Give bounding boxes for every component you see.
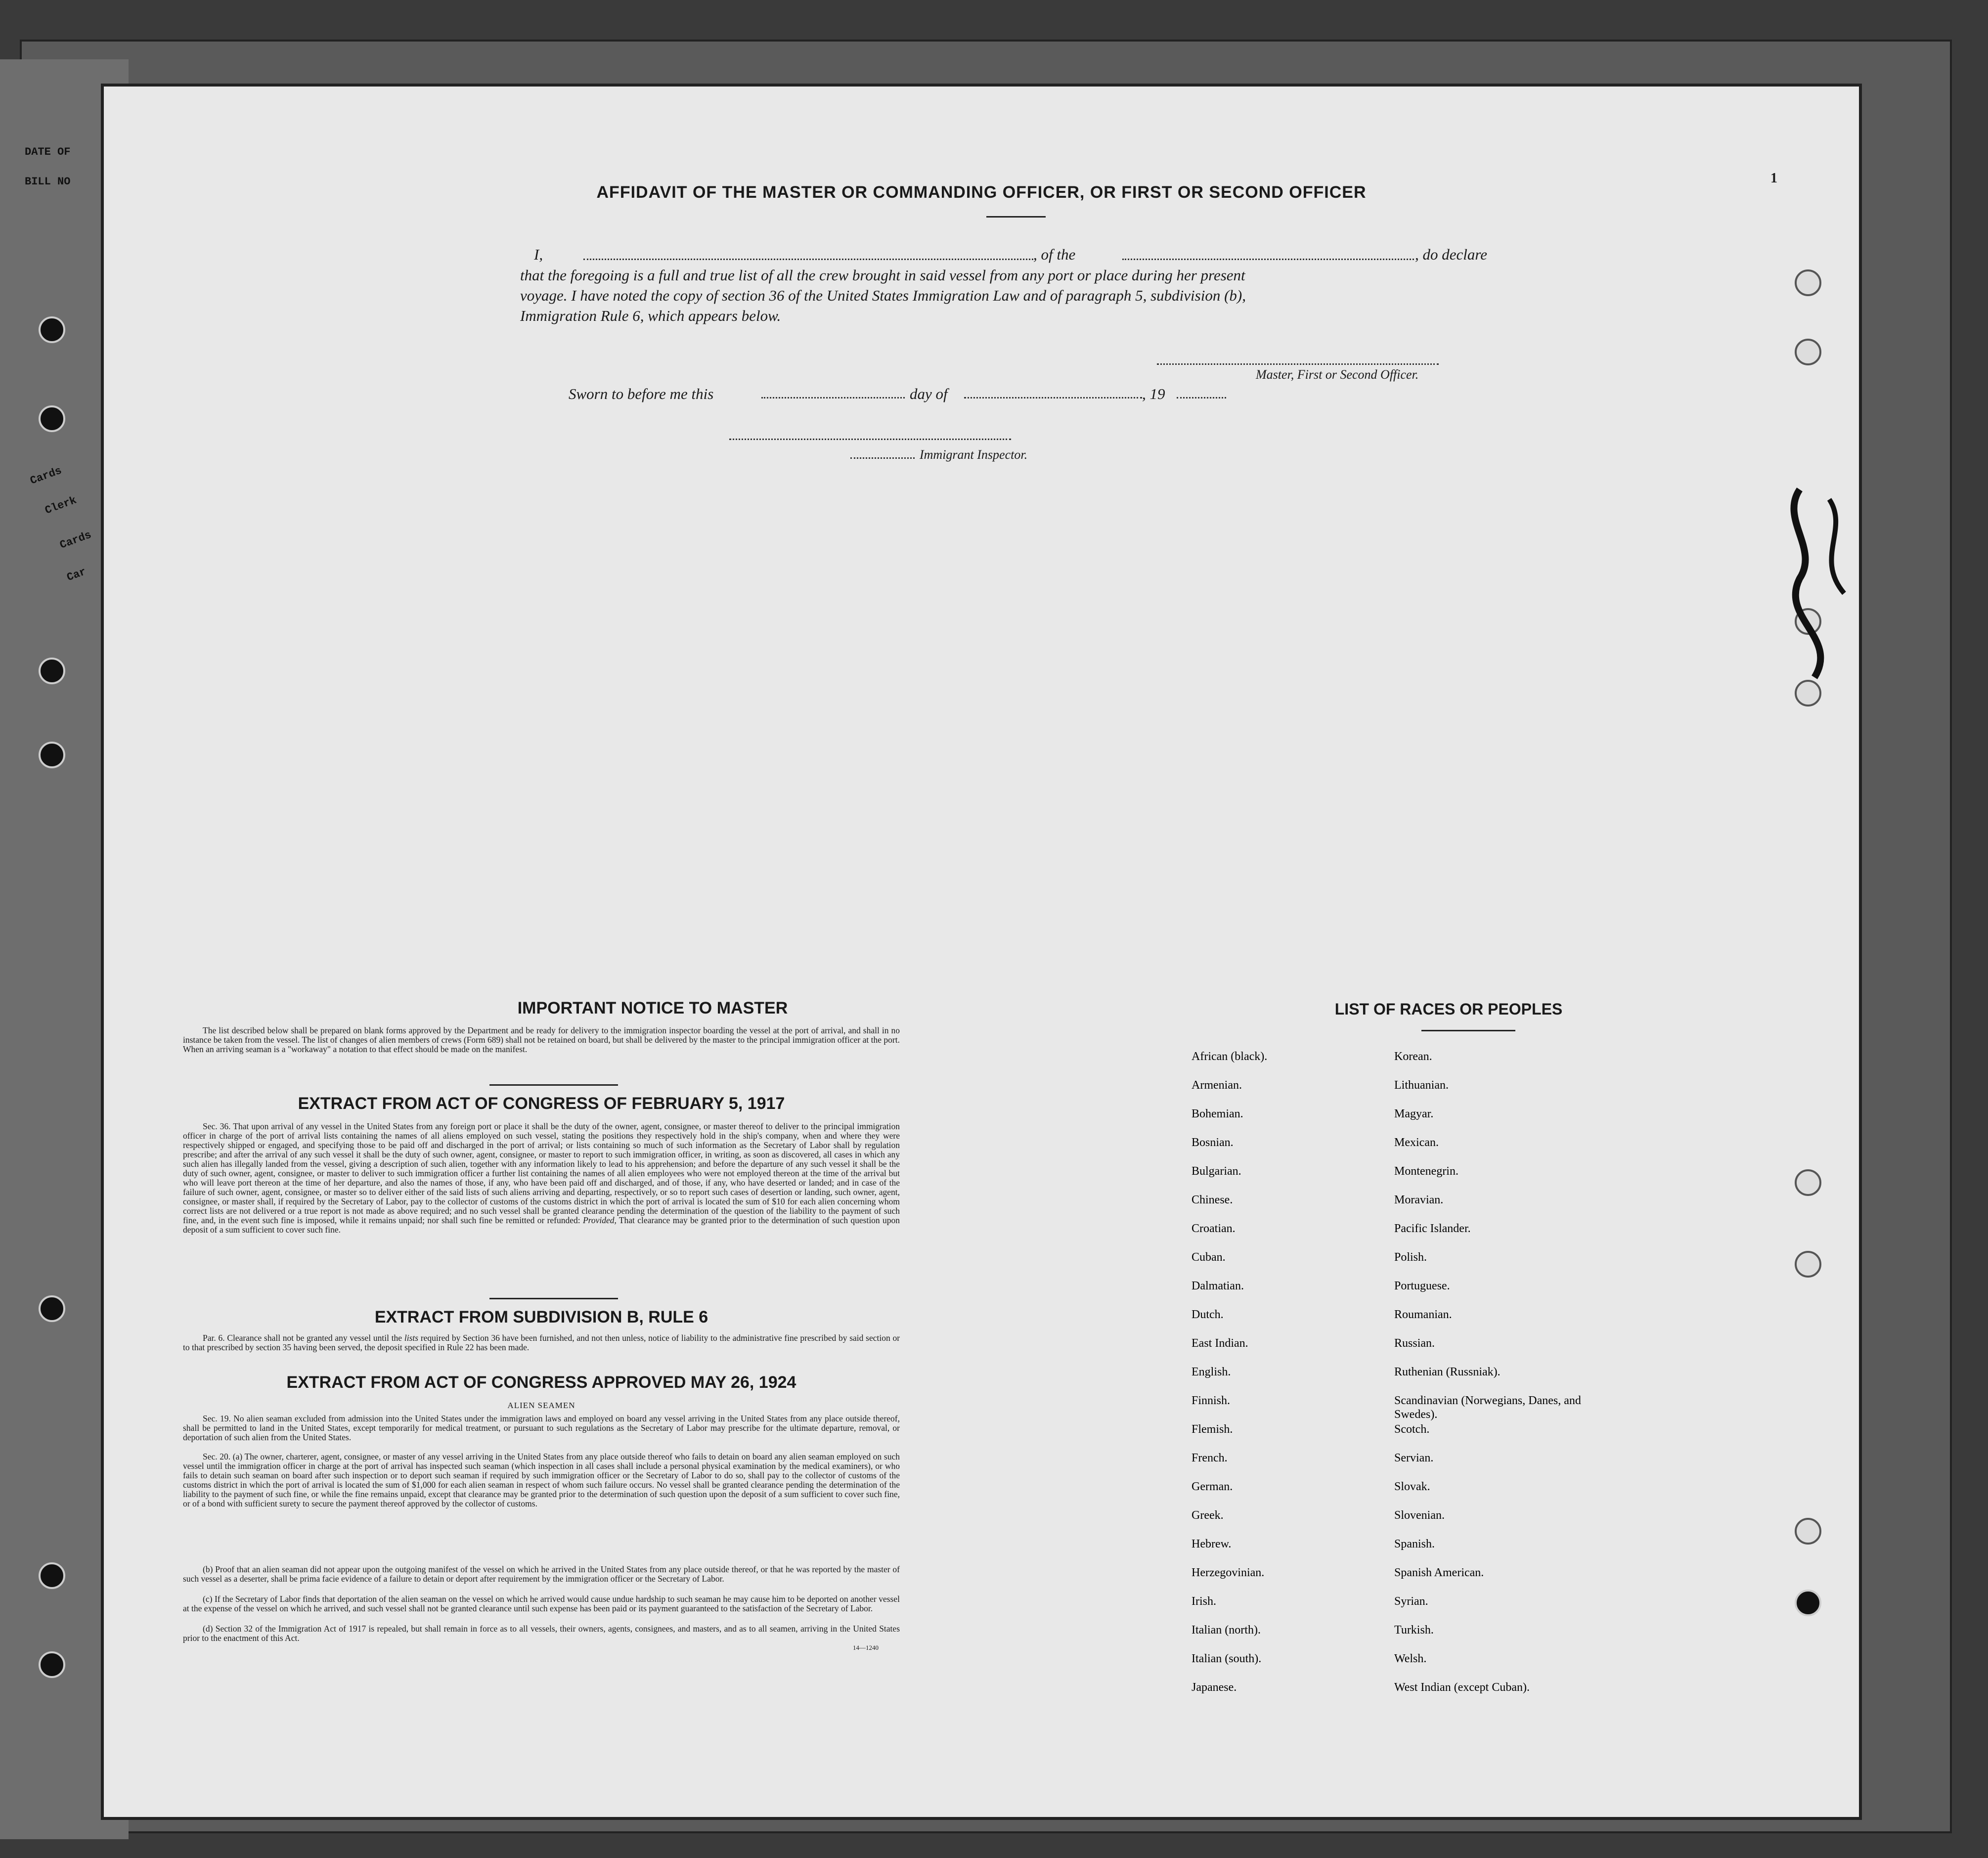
races-rule bbox=[1421, 1030, 1515, 1031]
affidavit-line-2: that the foregoing is a full and true list of all the crew brought in said vessel from any port or place during her present bbox=[520, 266, 1245, 284]
punch-hole bbox=[39, 1295, 65, 1322]
punch-hole bbox=[39, 742, 65, 768]
race-item: African (black). bbox=[1192, 1050, 1268, 1063]
stub-cards-label-2: Cards bbox=[58, 529, 93, 552]
signature-label: Master, First or Second Officer. bbox=[1256, 367, 1419, 382]
race-item: English. bbox=[1192, 1366, 1231, 1378]
race-item: Bohemian. bbox=[1192, 1107, 1243, 1120]
race-item: Magyar. bbox=[1394, 1107, 1434, 1120]
race-item: Finnish. bbox=[1192, 1394, 1231, 1407]
race-item: Syrian. bbox=[1394, 1595, 1428, 1608]
binder-hole bbox=[1795, 1251, 1821, 1278]
race-item: Cuban. bbox=[1192, 1251, 1226, 1264]
binder-hole bbox=[1795, 269, 1821, 296]
stub-car-label: Car bbox=[65, 565, 88, 584]
race-item: Spanish American. bbox=[1394, 1566, 1484, 1579]
extract-1924-sec19: Sec. 19. No alien seaman excluded from admission into the United States under the immigration laws and employed on board any vessel arriving in the United States from any place outside thereof, shall be permitted to land in the United States, except temporarily for medical treatment, or pursuant to such regulations as the Secretary of Labor may prescribe for the ultimate departure, removal, or deportation of such alien from the United States. bbox=[183, 1414, 900, 1442]
stub-bill-label: BILL NO bbox=[25, 176, 71, 188]
sworn-day-of: day of bbox=[910, 385, 948, 402]
stub-cards-label: Cards bbox=[28, 464, 64, 487]
sworn-year-blank[interactable] bbox=[1177, 397, 1226, 398]
punch-hole bbox=[39, 658, 65, 684]
race-item: Chinese. bbox=[1192, 1194, 1233, 1206]
race-item: Pacific Islander. bbox=[1394, 1222, 1471, 1235]
race-item: Slovak. bbox=[1394, 1480, 1430, 1493]
page-mark: 1 bbox=[1770, 171, 1777, 186]
race-item: Turkish. bbox=[1394, 1624, 1434, 1637]
race-item: Flemish. bbox=[1192, 1423, 1233, 1436]
extract-1917-text-main: Sec. 36. That upon arrival of any vessel in the United States from any foreign port or place it shall be the duty of the owner, agent, consignee, or master thereof to deliver to the principal immigration officer in charge of the port of arrival lists containing the names of all aliens employed on such vessel, stating the positions they respectively hold in the ship's company, when and where they were respectively shipped or engaged, and specifying those to be paid off and discharged in the port of arrival; or lists containing so much of such information as the Secretary of Labor shall by regulation prescribe; and after the arrival of any such vessel it shall be the duty of such owner, agent, consignee, or master to report to such immigration officer, in writing, as soon as discovered, all cases in which any such alien has illegally landed from the vessel, giving a description of such alien, together with any information likely to lead to his apprehension; and before the departure of any such vessel it shall be the duty of such owner, agent, consignee, or master to deliver to such immigration officer a further list containing the names of all alien employees who were not employed thereon at the time of the arrival but who will leave port thereon at the time of her departure, and also the names of those, if any, who have been paid off and discharged, and of those, if any, who have deserted or landed; and in case of the failure of such owner, agent, consignee, or master so to deliver either of the said lists of such aliens arriving and departing, respectively, or so to report such cases of desertion or landing, such owner, agent, consignee, or master shall, if required by the Secretary of Labor, pay to the collector of customs of the customs district in which the port of arrival is located the sum of $10 for each alien concerning whom correct lists are not delivered or a true report is not made as above required; and no such vessel shall be granted clearance pending the determination of the question of the liability to the payment of such fine, and, in the event such fine is imposed, while it remains unpaid; nor shall such fine be remitted or refunded: bbox=[183, 1121, 900, 1225]
punch-hole bbox=[39, 1562, 65, 1589]
title-rule bbox=[986, 216, 1046, 218]
race-item: Dutch. bbox=[1192, 1308, 1224, 1321]
extract-1924-sec20a: Sec. 20. (a) The owner, charterer, agent, consignee, or master of any vessel arriving in the United States from any place outside thereof who fails to detain on board any alien seaman employed on such vessel until the immigration officer in charge at the port of arrival has inspected such seaman (which inspection in all cases shall include a personal physical examination by the medical examiners), or who fails to detain such seaman on board after such inspection or to deport such seaman if required by such immigration officer or the Secretary of Labor to do so, shall pay to the collector of customs of the customs district in which the port of arrival is located the sum of $1,000 for each alien seaman in respect of whom such failure occurs. No vessel shall be granted clearance pending the determination of the liability to the payment of such fine, or while the fine remains unpaid, except that clearance may be granted prior to the determination of such question upon the deposit of a sum sufficient to cover such fine, or of a bond with sufficient surety to secure the payment thereof approved by the collector of customs. bbox=[183, 1452, 900, 1508]
extract-rule6-text-end: required by Section 36 have been furnished, and not then unless, notice of liability to the administrative fine prescribed by said section or to that prescribed by section 35 having been served, the deposit specified in Rule 22 has been made. bbox=[183, 1333, 900, 1352]
section-rule bbox=[489, 1298, 618, 1299]
race-item: Russian. bbox=[1394, 1337, 1435, 1350]
extract-rule6-text bbox=[183, 1333, 900, 1352]
race-item: Montenegrin. bbox=[1394, 1165, 1458, 1178]
affidavit-title: AFFIDAVIT OF THE MASTER OR COMMANDING OFFICER, OR FIRST OR SECOND OFFICER bbox=[596, 183, 1367, 202]
ink-scribble bbox=[1770, 470, 1918, 717]
race-item: Moravian. bbox=[1394, 1194, 1444, 1206]
punch-hole bbox=[39, 1651, 65, 1678]
affidavit-line-4: Immigration Rule 6, which appears below. bbox=[520, 307, 781, 324]
race-item: Japanese. bbox=[1192, 1681, 1237, 1694]
race-item: Croatian. bbox=[1192, 1222, 1236, 1235]
race-item: French. bbox=[1192, 1452, 1228, 1464]
race-item: East Indian. bbox=[1192, 1337, 1248, 1350]
race-item: Irish. bbox=[1192, 1595, 1216, 1608]
race-item: Spanish. bbox=[1394, 1538, 1435, 1550]
section-rule bbox=[489, 1084, 618, 1086]
inspector-label: Immigrant Inspector. bbox=[920, 447, 1028, 462]
stub-clerk-label: Clerk bbox=[43, 494, 79, 517]
race-item: Roumanian. bbox=[1394, 1308, 1452, 1321]
race-item: Korean. bbox=[1394, 1050, 1432, 1063]
punch-hole bbox=[39, 405, 65, 432]
extract-1917-title: EXTRACT FROM ACT OF CONGRESS OF FEBRUARY 5, 1917 bbox=[298, 1094, 785, 1113]
race-item: Servian. bbox=[1394, 1452, 1434, 1464]
extract-1924-sec20d: (d) Section 32 of the Immigration Act of 1917 is repealed, but shall remain in force as to all vessels, their owners, agents, consignees, and masters, and as to all seamen, arriving in the United States prior to the enactment of this Act. bbox=[183, 1624, 900, 1643]
race-item: Dalmatian. bbox=[1192, 1280, 1244, 1292]
sworn-prefix: Sworn to before me this bbox=[569, 385, 714, 402]
affidavit-of-the: , of the bbox=[1033, 246, 1076, 263]
extract-1924-sec20c: (c) If the Secretary of Labor finds that deportation of the alien seaman on the vessel on which he arrived would cause undue hardship to such seaman he may cause him to be deported on another vessel at the expense of the vessel on which he arrived, and such vessel shall not be granted clearance until such expense has been paid or its payment guaranteed to the satisfaction of the Secretary of Labor. bbox=[183, 1594, 900, 1613]
race-item: Polish. bbox=[1394, 1251, 1427, 1264]
extract-rule6-title: EXTRACT FROM SUBDIVISION B, RULE 6 bbox=[374, 1308, 708, 1327]
race-item: Italian (south). bbox=[1192, 1652, 1262, 1665]
extract-1924-title: EXTRACT FROM ACT OF CONGRESS APPROVED MAY 26, 1924 bbox=[286, 1373, 796, 1392]
race-item: Scandinavian (Norwegians, Danes, and Swedes). bbox=[1394, 1394, 1581, 1421]
punch-hole bbox=[39, 316, 65, 343]
affidavit-i: I, bbox=[534, 246, 543, 263]
binder-hole bbox=[1795, 1590, 1821, 1616]
binder-hole bbox=[1795, 1518, 1821, 1545]
race-item: Armenian. bbox=[1192, 1079, 1242, 1092]
race-item: Mexican. bbox=[1394, 1136, 1439, 1149]
sworn-month-blank[interactable] bbox=[964, 397, 1142, 398]
inspector-signature-blank[interactable] bbox=[729, 439, 1011, 440]
extract-1924-sec20b: (b) Proof that an alien seaman did not appear upon the outgoing manifest of the vessel on which he arrived in the United States from any place outside thereof, or that he was reported by the master of such vessel as a deserter, shall be prima facie evidence of a failure to detain or deport after requirement by the immigration officer or the Secretary of Labor. bbox=[183, 1564, 900, 1584]
races-right-column bbox=[1394, 1050, 1592, 1709]
sworn-year: , 19 bbox=[1142, 385, 1165, 402]
vessel-blank[interactable] bbox=[1122, 259, 1414, 260]
stub-date-label: DATE OF bbox=[25, 146, 71, 158]
race-item: Hebrew. bbox=[1192, 1538, 1232, 1550]
notice-text: The list described below shall be prepared on blank forms approved by the Department and be ready for delivery to the immigration inspector boarding the vessel at the port of arrival, and shall in no instance be taken from the vessel. The list of changes of alien members of crews (Form 689) shall not be retained on board, but shall be delivered by the master to the principal immigration officer at the port. When an arriving seaman is a "workaway" a notation to that effect should be made on the manifest. bbox=[183, 1025, 900, 1054]
race-item: Welsh. bbox=[1394, 1652, 1427, 1665]
extract-rule6-lists: lists bbox=[404, 1333, 419, 1343]
race-item: Greek. bbox=[1192, 1509, 1224, 1522]
race-item: Bulgarian. bbox=[1192, 1165, 1241, 1178]
affidavit-line-3: voyage. I have noted the copy of section 36 of the United States Immigration Law and of paragraph 5, subdivision (b), bbox=[520, 287, 1246, 304]
extract-1917-text bbox=[183, 1122, 900, 1235]
signature-blank[interactable] bbox=[1157, 363, 1439, 365]
notice-title: IMPORTANT NOTICE TO MASTER bbox=[517, 999, 788, 1017]
binder-hole bbox=[1795, 339, 1821, 365]
extract-rule6-text-start: Par. 6. Clearance shall not be granted any vessel until the bbox=[203, 1333, 402, 1343]
form-page bbox=[104, 87, 1859, 1817]
race-item: Lithuanian. bbox=[1394, 1079, 1449, 1092]
race-item: Italian (north). bbox=[1192, 1624, 1261, 1637]
binder-hole bbox=[1795, 1169, 1821, 1196]
race-item: Herzegovinian. bbox=[1192, 1566, 1265, 1579]
race-item: Portuguese. bbox=[1394, 1280, 1450, 1292]
races-left-column bbox=[1192, 1050, 1389, 1709]
race-item: Slovenian. bbox=[1394, 1509, 1445, 1522]
affidavit-declare: , do declare bbox=[1415, 246, 1488, 263]
race-item: German. bbox=[1192, 1480, 1233, 1493]
races-title: LIST OF RACES OR PEOPLES bbox=[1334, 1000, 1563, 1018]
extract-1917-provided: Provided, bbox=[582, 1215, 617, 1225]
sworn-date-blank[interactable] bbox=[761, 397, 905, 398]
form-number: 14—1240 bbox=[853, 1644, 879, 1651]
name-blank[interactable] bbox=[583, 259, 1033, 260]
extract-1917-text-end: That clearance may be granted prior to the determination of such question upon deposit of a sum sufficient to cover such fine. bbox=[183, 1215, 900, 1235]
inspector-dots bbox=[850, 457, 915, 459]
alien-seamen-subtitle: ALIEN SEAMEN bbox=[507, 1401, 575, 1410]
race-item: Bosnian. bbox=[1192, 1136, 1234, 1149]
race-item: West Indian (except Cuban). bbox=[1394, 1681, 1530, 1694]
race-item: Ruthenian (Russniak). bbox=[1394, 1366, 1501, 1378]
race-item: Scotch. bbox=[1394, 1423, 1430, 1436]
